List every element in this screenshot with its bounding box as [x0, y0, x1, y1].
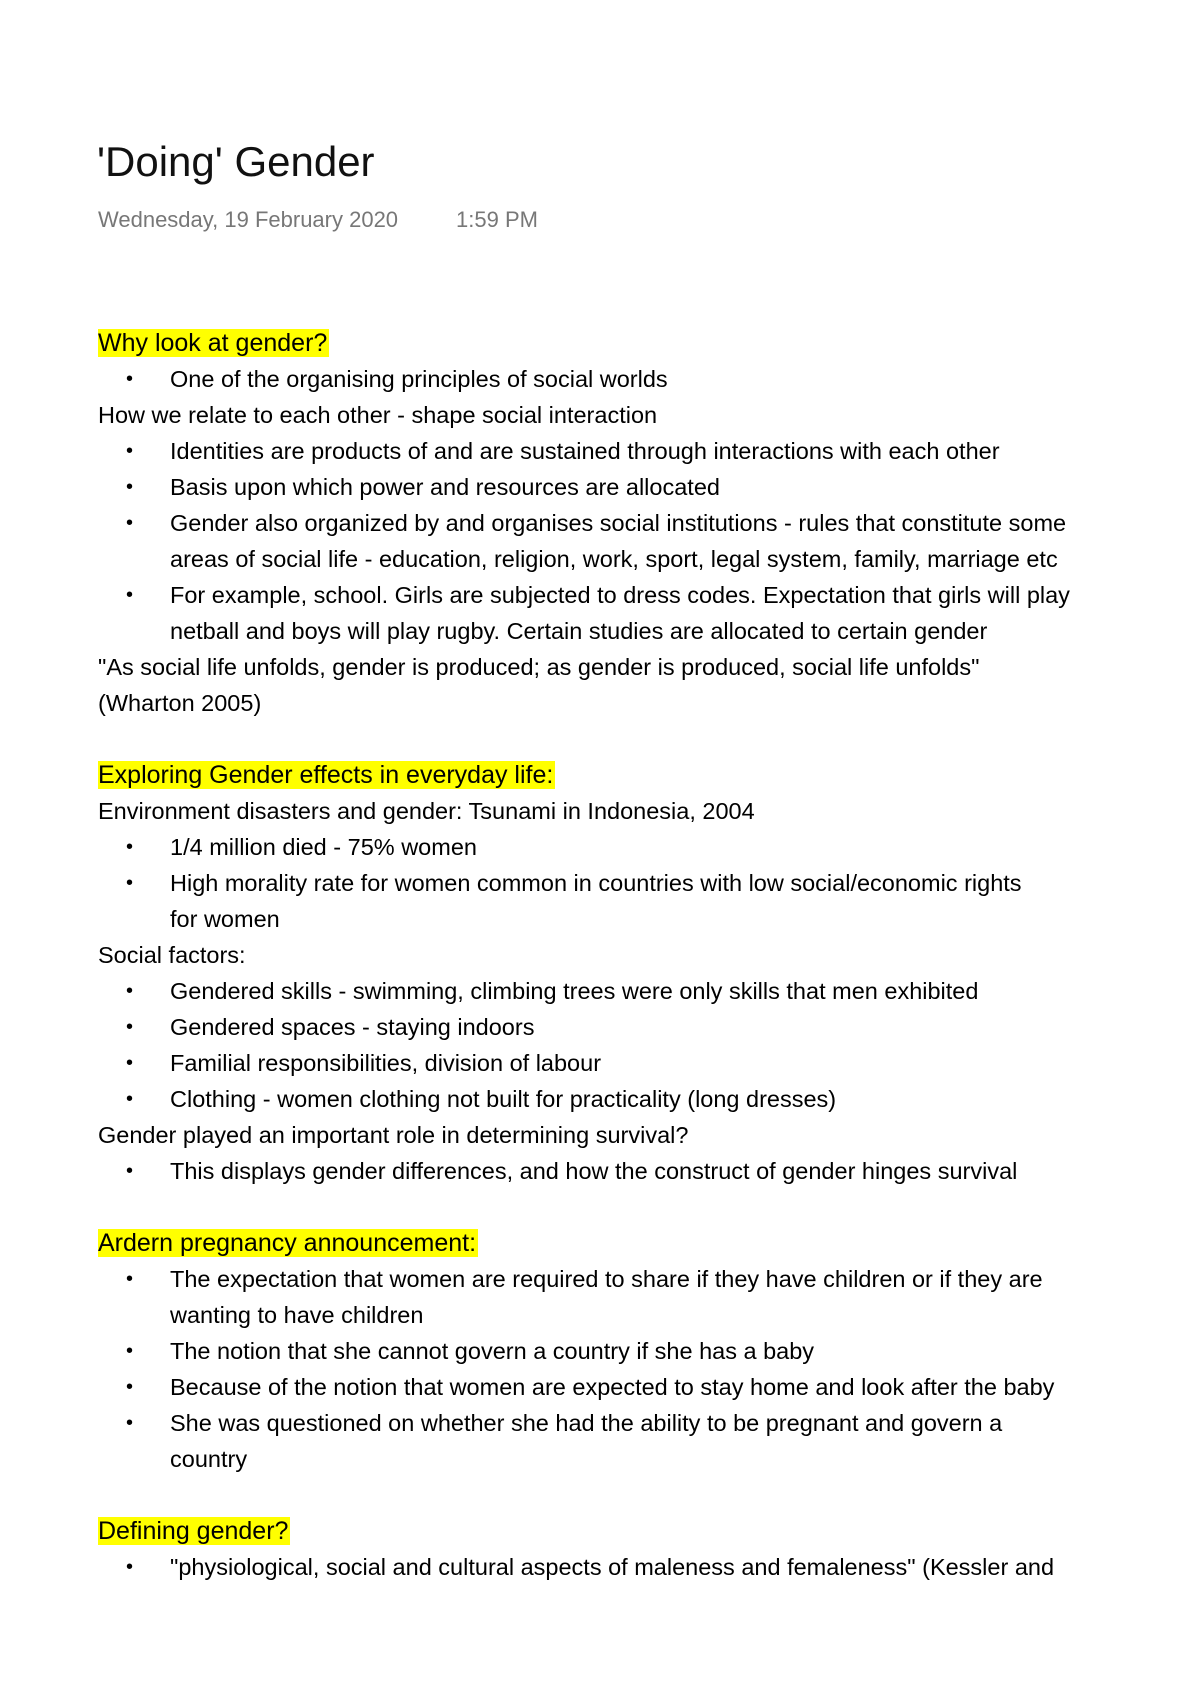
bullet-icon: • [126, 1088, 134, 1110]
bullet-icon: • [126, 1052, 134, 1074]
bullet-icon: • [126, 440, 134, 462]
quote: "As social life unfolds, gender is produced; as gender is produced, social life unfolds" [98, 654, 980, 680]
page-title: 'Doing' Gender [97, 138, 375, 185]
note-time: 1:59 PM [456, 207, 538, 232]
section-heading-why: Why look at gender? [98, 329, 328, 357]
list-item: • She was questioned on whether she had the ability to be pregnant and govern a country [98, 1405, 1200, 1477]
bullet-icon: • [126, 512, 134, 534]
list-item: • The notion that she cannot govern a country if she has a baby [98, 1333, 1200, 1369]
bullet-icon: • [126, 980, 134, 1002]
list-item: • Because of the notion that women are expected to stay home and look after the baby [98, 1369, 1200, 1405]
paragraph: Social factors: [98, 942, 246, 968]
note-date: Wednesday, 19 February 2020 [98, 207, 399, 232]
list-item: • High morality rate for women common in countries with low social/economic rights for women [98, 865, 1200, 937]
list-item: • "physiological, social and cultural aspects of maleness and femaleness" (Kessler and [98, 1549, 1200, 1585]
list-item: • Familial responsibilities, division of labour [98, 1045, 1200, 1081]
section-heading-defining: Defining gender? [98, 1517, 289, 1545]
list-item: • Identities are products of and are sustained through interactions with each other [98, 433, 1200, 469]
paragraph: How we relate to each other - shape social interaction [98, 402, 658, 428]
bullet-icon: • [126, 1556, 134, 1578]
note-body [98, 325, 1200, 1585]
bullet-icon: • [126, 476, 134, 498]
list-item: • Gender also organized by and organises social institutions - rules that constitute some areas of social life - education, religion, work, sport, legal system, family, marriage etc [98, 505, 1200, 577]
section-heading-ardern: Ardern pregnancy announcement: [98, 1229, 477, 1257]
list-item: • 1/4 million died - 75% women [98, 829, 1200, 865]
bullet-icon: • [126, 836, 134, 858]
list-item: • This displays gender differences, and how the construct of gender hinges survival [98, 1153, 1200, 1189]
bullet-icon: • [126, 1160, 134, 1182]
section-heading-exploring: Exploring Gender effects in everyday life: [98, 761, 554, 789]
list-item: • Clothing - women clothing not built for practicality (long dresses) [98, 1081, 1200, 1117]
bullet-icon: • [126, 368, 134, 390]
list-item: • Basis upon which power and resources are allocated [98, 469, 1200, 505]
list-item: • Gendered skills - swimming, climbing trees were only skills that men exhibited [98, 973, 1200, 1009]
paragraph: Gender played an important role in determining survival? [98, 1122, 689, 1148]
bullet-icon: • [126, 1340, 134, 1362]
quote-citation: (Wharton 2005) [98, 690, 262, 716]
list-item: • For example, school. Girls are subjected to dress codes. Expectation that girls will play netball and boys will play rugby. Certain studies are allocated to certain gender [98, 577, 1200, 649]
bullet-icon: • [126, 1412, 134, 1434]
list-item: • Gendered spaces - staying indoors [98, 1009, 1200, 1045]
bullet-icon: • [126, 1376, 134, 1398]
bullet-icon: • [126, 1016, 134, 1038]
bullet-icon: • [126, 1268, 134, 1290]
bullet-icon: • [126, 872, 134, 894]
list-item: • The expectation that women are required to share if they have children or if they are wanting to have children [98, 1261, 1200, 1333]
list-item: • One of the organising principles of social worlds [98, 361, 1200, 397]
note-timestamp [98, 205, 538, 235]
bullet-icon: • [126, 584, 134, 606]
paragraph: Environment disasters and gender: Tsunami in Indonesia, 2004 [98, 798, 755, 824]
